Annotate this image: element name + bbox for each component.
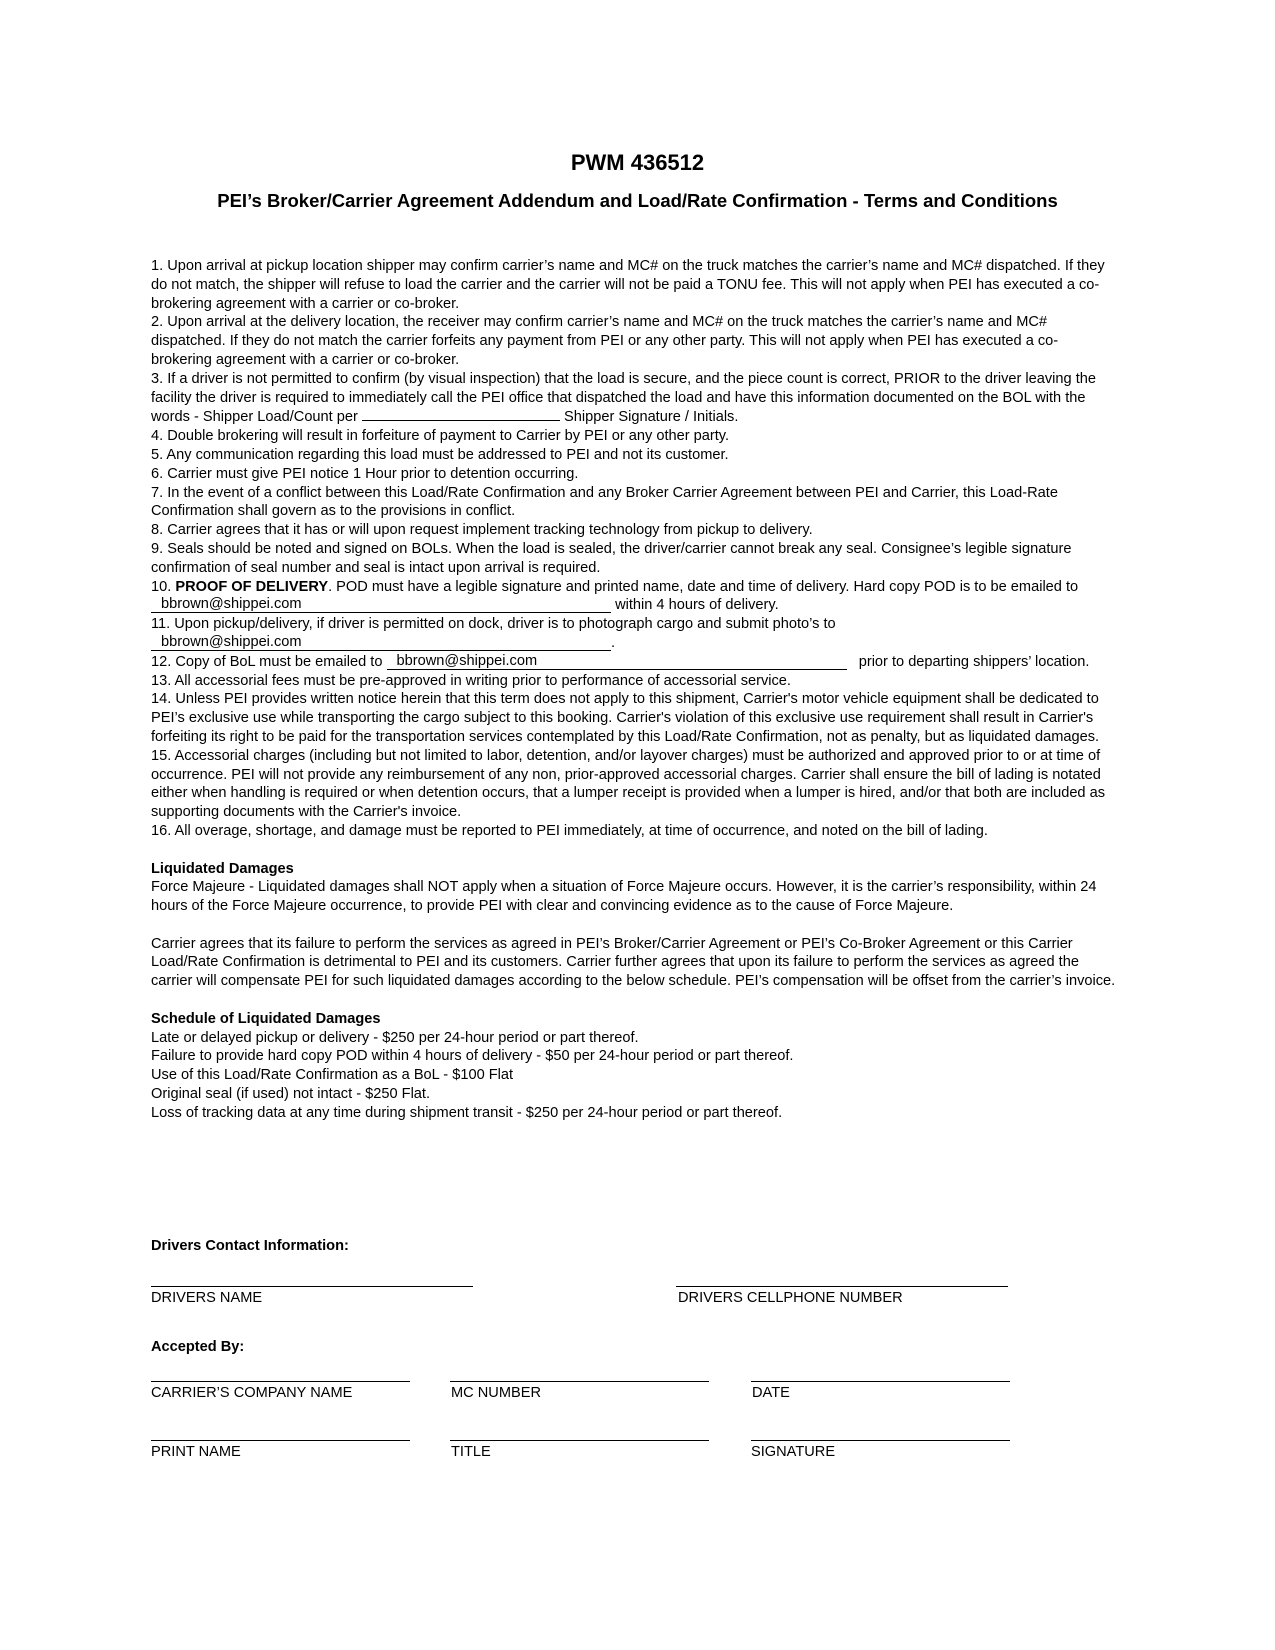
term-3-suffix: Shipper Signature / Initials. <box>564 409 739 426</box>
liquidated-damages-heading: Liquidated Damages <box>151 860 294 877</box>
term-14: 14. Unless PEI provides written notice herein that this term does not apply to this shipment, Carrier's motor vehicle equipment shall be dedicated to PEI’s exclusive use while transporting the cargo subject to this booking. Carrier's violation of this exclusive use requirement shall result in Carrier's forfeiting its right to be paid for the transportation services contemplated by this Load/Rate Confirmation, not as penalty, but as liquidated damages. <box>151 691 1100 745</box>
bol-email-value: bbrown@shippei.com <box>396 652 538 669</box>
term-1: 1. Upon arrival at pickup location shipper may confirm carrier’s name and MC# on the truck matches the carrier’s name and MC# dispatched. If they do not match, the shipper will refuse to load the carrier and the carrier will not be paid a TONU fee. This will not apply when PEI has executed a co-brokering agreement with a carrier or co-broker. <box>151 258 1105 312</box>
schedule-item: Original seal (if used) not intact - $250 Flat. <box>151 1086 431 1103</box>
schedule-item: Use of this Load/Rate Confirmation as a BoL - $100 Flat <box>151 1067 514 1084</box>
bol-email-field <box>387 652 847 670</box>
proof-of-delivery-heading: PROOF OF DELIVERY <box>175 578 329 595</box>
term-12-suffix: prior to departing shippers’ location. <box>858 653 1090 670</box>
document-number: PWM 436512 <box>570 150 705 175</box>
term-11-suffix: . <box>611 634 616 651</box>
print-name-line[interactable] <box>151 1440 410 1441</box>
term-6: 6. Carrier must give PEI notice 1 Hour prior to detention occurring. <box>151 465 579 482</box>
shipper-load-count-blank <box>362 407 560 421</box>
print-name-label: PRINT NAME <box>151 1444 241 1460</box>
term-11 <box>151 615 1116 653</box>
title-label: TITLE <box>451 1444 491 1460</box>
document-title: PEI’s Broker/Carrier Agreement Addendum and Load/Rate Confirmation - Terms and Conditions <box>217 190 1058 211</box>
photo-email-value: bbrown@shippei.com <box>161 633 302 650</box>
drivers-phone-label: DRIVERS CELLPHONE NUMBER <box>678 1290 903 1306</box>
company-name-label: CARRIER’S COMPANY NAME <box>151 1385 353 1401</box>
accepted-by-heading: Accepted By: <box>151 1339 245 1355</box>
company-name-line[interactable] <box>151 1381 410 1382</box>
term-3 <box>151 370 1116 427</box>
term-10-suffix: within 4 hours of delivery. <box>615 597 779 614</box>
signature-line[interactable] <box>751 1440 1010 1441</box>
drivers-phone-line[interactable] <box>676 1286 1008 1287</box>
schedule-heading: Schedule of Liquidated Damages <box>151 1010 381 1027</box>
schedule-item: Failure to provide hard copy POD within 4 hours of delivery - $50 per 24-hour period or part thereof. <box>151 1048 794 1065</box>
pod-email-field <box>151 598 611 613</box>
drivers-name-line[interactable] <box>151 1286 473 1287</box>
term-4: 4. Double brokering will result in forfeiture of payment to Carrier by PEI or any other party. <box>151 428 730 445</box>
term-10-number: 10. <box>151 578 176 595</box>
date-line[interactable] <box>751 1381 1010 1382</box>
mc-number-line[interactable] <box>450 1381 709 1382</box>
carrier-agreement-paragraph: Carrier agrees that its failure to perform the services as agreed in PEI’s Broker/Carrier Agreement or PEI’s Co-Broker Agreement or this Carrier Load/Rate Confirmation is detrimental to PEI and its customers. Carrier further agrees that upon its failure to perform the services as agreed the carrier will compensate PEI for such liquidated damages according to the below schedule. PEI’s compensation will be offset from the carrier’s invoice. <box>151 935 1116 990</box>
drivers-name-label: DRIVERS NAME <box>151 1290 263 1306</box>
photo-email-field <box>151 633 611 651</box>
signature-label: SIGNATURE <box>751 1444 836 1460</box>
term-10 <box>151 578 1116 616</box>
term-12-text: 12. Copy of BoL must be emailed to <box>151 653 383 670</box>
term-11-text: 11. Upon pickup/delivery, if driver is permitted on dock, driver is to photograph cargo and submit photo’s to <box>151 616 836 633</box>
term-12 <box>151 653 1116 672</box>
term-13: 13. All accessorial fees must be pre-approved in writing prior to performance of accessorial service. <box>151 672 791 689</box>
date-label: DATE <box>752 1385 790 1401</box>
title-line[interactable] <box>450 1440 709 1441</box>
schedule-item: Late or delayed pickup or delivery - $250 per 24-hour period or part thereof. <box>151 1029 639 1046</box>
term-15: 15. Accessorial charges (including but not limited to labor, detention, and/or layover charges) must be authorized and approved prior to or at time of occurrence. PEI will not provide any reimbursement of any non, prior-approved accessorial charges. Carrier shall ensure the bill of lading is notated either when handling is required or when detention occurs, that a lumper receipt is provided when a lumper is hired, and/or that both are included as supporting documents with the Carrier's invoice. <box>151 747 1106 821</box>
term-9: 9. Seals should be noted and signed on BOLs. When the load is sealed, the driver/carrier cannot break any seal. Consignee’s legible signature confirmation of seal number and seal is intact upon arrival is required. <box>151 540 1072 576</box>
terms-list <box>151 257 1116 1123</box>
force-majeure-paragraph: Force Majeure - Liquidated damages shall NOT apply when a situation of Force Majeure occurs. However, it is the carrier’s responsibility, within 24 hours of the Force Majeure occurrence, to provide PEI with clear and convincing evidence as to the cause of Force Majeure. <box>151 879 1097 915</box>
term-10-text: . POD must have a legible signature and printed name, date and time of delivery. Hard copy POD is to be emailed to <box>328 578 1079 595</box>
term-3-text: 3. If a driver is not permitted to confirm (by visual inspection) that the load is secure, and the piece count is correct, PRIOR to the driver leaving the facility the driver is required to immediately call the PEI office that dispatched the load and have this information documented on the BOL with the words - Shipper Load/Count per <box>151 370 1096 426</box>
term-2: 2. Upon arrival at the delivery location, the receiver may confirm carrier’s name and MC# on the truck matches the carrier’s name and MC# dispatched. If they do not match the carrier forfeits any payment from PEI or any other party. This will not apply when PEI has executed a co-brokering agreement with a carrier or co-broker. <box>151 314 1059 368</box>
term-5: 5. Any communication regarding this load must be addressed to PEI and not its customer. <box>151 446 729 463</box>
term-16: 16. All overage, shortage, and damage must be reported to PEI immediately, at time of occurrence, and noted on the bill of lading. <box>151 822 988 839</box>
pod-email-value: bbrown@shippei.com <box>161 596 302 613</box>
term-7: 7. In the event of a conflict between this Load/Rate Confirmation and any Broker Carrier Agreement between PEI and Carrier, this Load-Rate Confirmation shall govern as to the provisions in conflict. <box>151 484 1058 520</box>
drivers-contact-heading: Drivers Contact Information: <box>151 1238 349 1254</box>
mc-number-label: MC NUMBER <box>451 1385 541 1401</box>
schedule-item: Loss of tracking data at any time during shipment transit - $250 per 24-hour period or part thereof. <box>151 1104 783 1121</box>
term-8: 8. Carrier agrees that it has or will upon request implement tracking technology from pickup to delivery. <box>151 522 813 539</box>
